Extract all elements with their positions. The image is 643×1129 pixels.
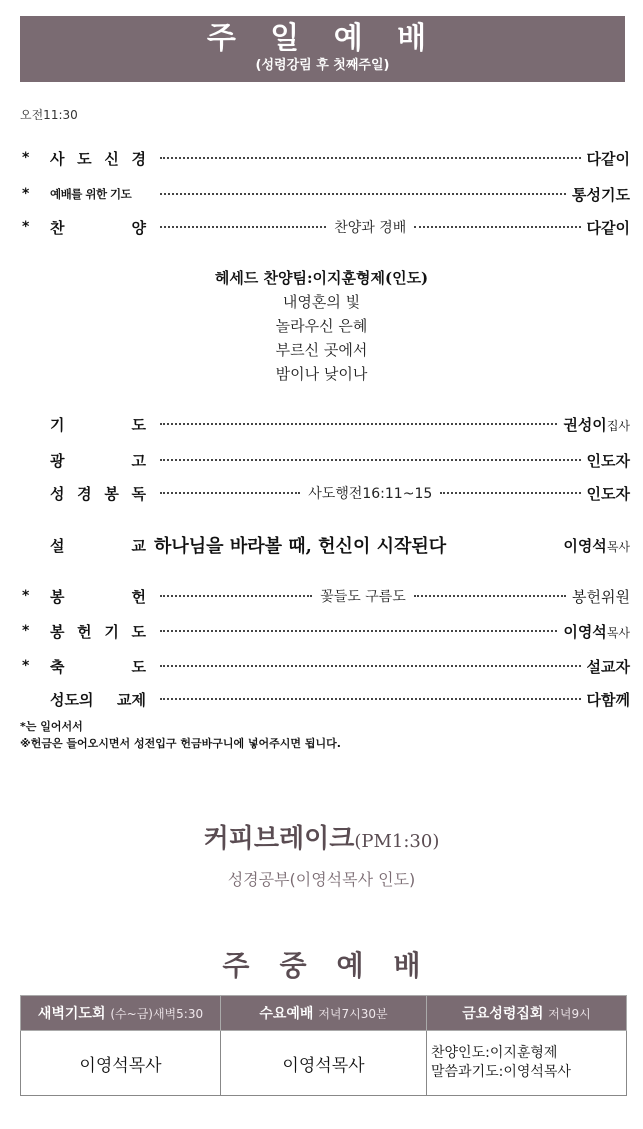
order-label: 봉 헌	[50, 587, 146, 606]
leader-dots	[160, 226, 326, 228]
offering-song: 꽃들도 구름도	[312, 586, 414, 606]
leader-dots	[160, 423, 557, 425]
stand-marker: *	[22, 219, 30, 235]
order-row-sermon	[22, 534, 630, 556]
notes	[20, 718, 341, 752]
leader-dots	[160, 630, 557, 632]
order-row-prayer	[22, 183, 630, 205]
order-leader: 이영석목사	[563, 536, 630, 555]
stand-marker: *	[22, 186, 30, 202]
order-leader: 다함께	[586, 690, 630, 709]
order-leader: 인도자	[586, 451, 630, 470]
order-row-offering	[22, 585, 630, 607]
order-leader: 인도자	[586, 484, 631, 503]
order-row-announcements	[22, 449, 630, 471]
service-header	[20, 16, 625, 82]
stand-marker: *	[22, 588, 30, 604]
sermon-title: 하나님을 바라볼 때, 헌신이 시작된다	[154, 536, 447, 557]
scripture-reference: 사도행전16:11~15	[300, 483, 440, 503]
leader-dots	[414, 226, 580, 228]
order-label: 광 고	[50, 451, 146, 470]
order-detail: 찬양과 경배	[326, 217, 414, 237]
order-leader: 다같이	[586, 218, 630, 237]
coffee-subtitle: 성경공부(이영석목사 인도)	[227, 870, 416, 889]
leader-dots	[160, 193, 566, 195]
coffee-time: (PM1:30)	[354, 831, 440, 852]
order-leader: 설교자	[586, 657, 630, 676]
coffee-break	[0, 818, 643, 890]
service-subtitle: (성령강림 후 첫째주일)	[255, 58, 390, 73]
praise-songs	[0, 266, 643, 386]
order-leader: 권성이집사	[563, 415, 630, 434]
order-leader: 봉헌위원	[572, 587, 631, 606]
weekday-schedule-table	[20, 995, 627, 1096]
order-label: 찬 양	[50, 218, 146, 237]
column-header: 수요예배 저녁7시30분	[220, 996, 426, 1031]
order-label: 설 교	[50, 536, 146, 555]
order-label: 예배를 위한 기도	[50, 187, 132, 201]
order-label: 봉 헌 기 도	[50, 622, 146, 641]
order-label: 기 도	[50, 415, 146, 434]
leader-dots	[160, 459, 581, 461]
service-title: 주 일 예 배	[206, 21, 439, 56]
stand-marker: *	[22, 150, 30, 166]
leader-dots	[160, 665, 581, 667]
order-leader: 통성기도	[572, 185, 630, 204]
order-label: 성도의 교제	[50, 690, 146, 709]
leader-dots	[160, 698, 581, 700]
order-row-praise	[22, 216, 630, 238]
song-item: 부르신 곳에서	[275, 341, 368, 359]
leader-dots	[160, 492, 300, 494]
stand-marker: *	[22, 658, 30, 674]
leader-dots	[440, 492, 580, 494]
leader-dots	[160, 157, 581, 159]
order-leader: 다같이	[586, 149, 630, 168]
weekday-title: 주중예배	[222, 949, 451, 982]
order-label: 사 도 신 경	[50, 149, 146, 168]
order-row-benediction	[22, 655, 630, 677]
order-label: 성 경 봉 독	[50, 484, 146, 503]
column-header: 새벽기도회 (수~금)새벽5:30	[21, 996, 221, 1031]
order-row-scripture	[22, 482, 630, 504]
order-leader: 이영석목사	[563, 622, 630, 641]
order-row-offering-prayer	[22, 620, 630, 642]
stand-marker: *	[22, 623, 30, 639]
leader-dots	[160, 595, 312, 597]
song-item: 내영혼의 빛	[282, 293, 361, 311]
order-row-creed	[22, 147, 630, 169]
coffee-title: 커피브레이크	[203, 824, 355, 854]
order-row-prayer2	[22, 413, 630, 435]
offering-note: ※헌금은 들어오시면서 성전입구 헌금바구니에 넣어주시면 됩니다.	[20, 737, 341, 750]
song-item: 밤이나 낮이나	[275, 365, 368, 383]
order-label: 축 도	[50, 657, 146, 676]
table-cell: 이영석목사	[220, 1031, 426, 1096]
table-cell: 찬양인도:이지훈형제 말씀과기도:이영석목사	[427, 1031, 627, 1096]
stand-note: *는 일어서서	[20, 720, 83, 733]
table-cell: 이영석목사	[21, 1031, 221, 1096]
order-row-fellowship	[22, 688, 630, 710]
column-header: 금요성령집회 저녁9시	[427, 996, 627, 1031]
service-time: 오전11:30	[20, 108, 78, 122]
song-item: 놀라우신 은혜	[275, 317, 368, 335]
leader-dots	[414, 595, 566, 597]
praise-team: 헤세드 찬양팀:이지훈형제(인도)	[214, 269, 429, 287]
